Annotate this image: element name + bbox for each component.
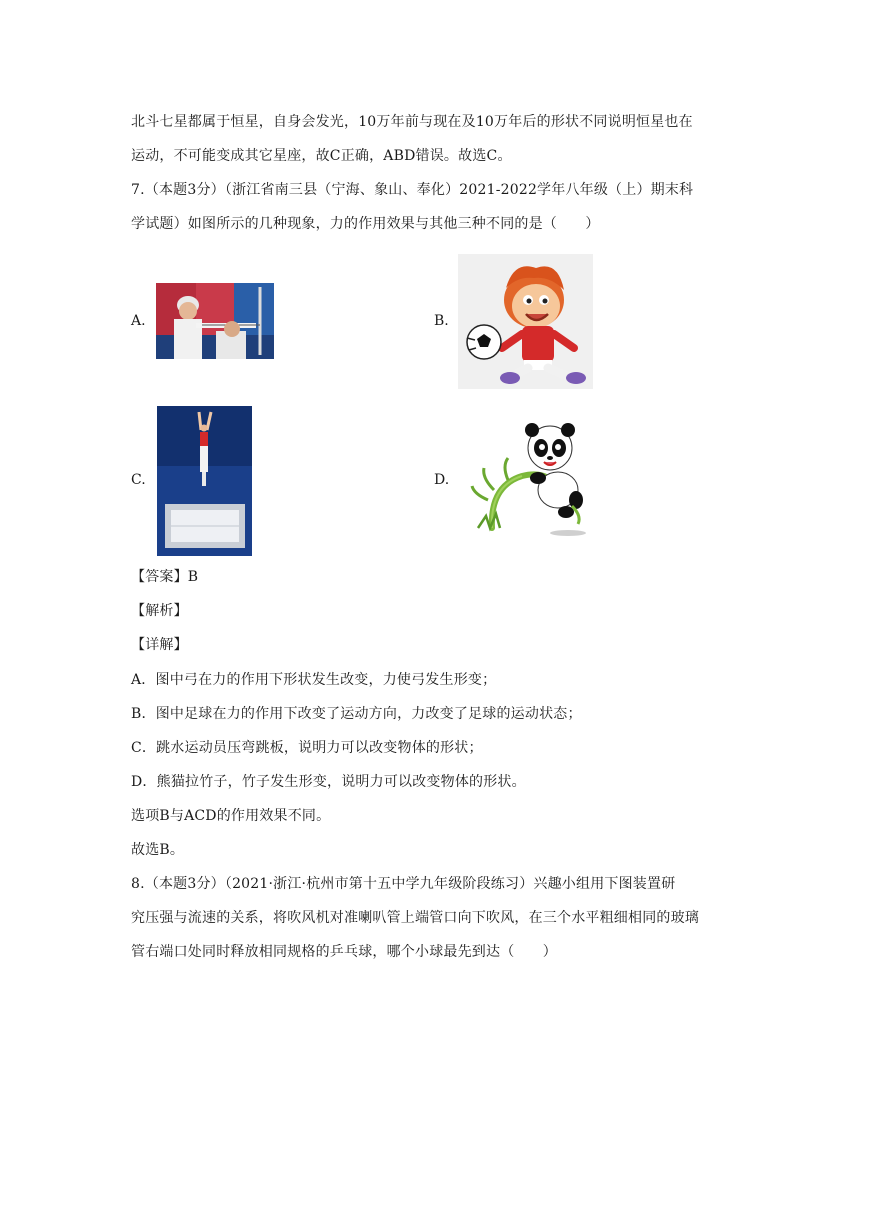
option-a-label: A. — [131, 313, 146, 329]
answer-line: 【答案】B — [131, 569, 199, 585]
detail-heading: 【详解】 — [131, 637, 188, 653]
panda-bamboo-image — [468, 416, 590, 540]
detail-line-a: A．图中弓在力的作用下形状发生改变，力使弓发生形变； — [131, 672, 497, 688]
q8-stem-line-1: 8.（本题3分）（2021·浙江·杭州市第十五中学九年级阶段练习）兴趣小组用下图装置研 — [131, 876, 676, 892]
q8-stem-line-3: 管右端口处同时释放相同规格的乒乓球，哪个小球最先到达（ ） — [131, 944, 557, 960]
detail-line-b: B．图中足球在力的作用下改变了运动方向，力改变了足球的运动状态； — [131, 706, 582, 722]
analysis-heading: 【解析】 — [131, 603, 188, 619]
option-c-label: C. — [131, 472, 146, 488]
q8-stem-line-2: 究压强与流速的关系，将吹风机对准喇叭管上端管口向下吹风，在三个水平粗细相同的玻璃 — [131, 910, 699, 926]
q6-explanation-line-1: 北斗七星都属于恒星，自身会发光，10万年前与现在及10万年后的形状不同说明恒星也在 — [131, 114, 693, 130]
boy-kicking-football-image — [458, 254, 593, 389]
detail-line-d: D．熊猫拉竹子，竹子发生形变，说明力可以改变物体的形状。 — [131, 774, 526, 790]
final-answer-line: 故选B。 — [131, 842, 185, 858]
q6-explanation-line-2: 运动，不可能变成其它星座，故C正确，ABD错误。故选C。 — [131, 148, 512, 164]
archery-image — [156, 283, 274, 359]
detail-line-c: C．跳水运动员压弯跳板，说明力可以改变物体的形状； — [131, 740, 483, 756]
conclusion-line: 选项B与ACD的作用效果不同。 — [131, 808, 331, 824]
option-b-label: B. — [434, 313, 449, 329]
trampoline-gymnast-image — [157, 406, 252, 556]
q7-stem-line-2: 学试题）如图所示的几种现象，力的作用效果与其他三种不同的是（ ） — [131, 216, 600, 232]
q7-stem-line-1: 7.（本题3分）（浙江省南三县（宁海、象山、奉化）2021-2022学年八年级（上）期末科 — [131, 182, 694, 198]
option-d-label: D. — [434, 472, 450, 488]
